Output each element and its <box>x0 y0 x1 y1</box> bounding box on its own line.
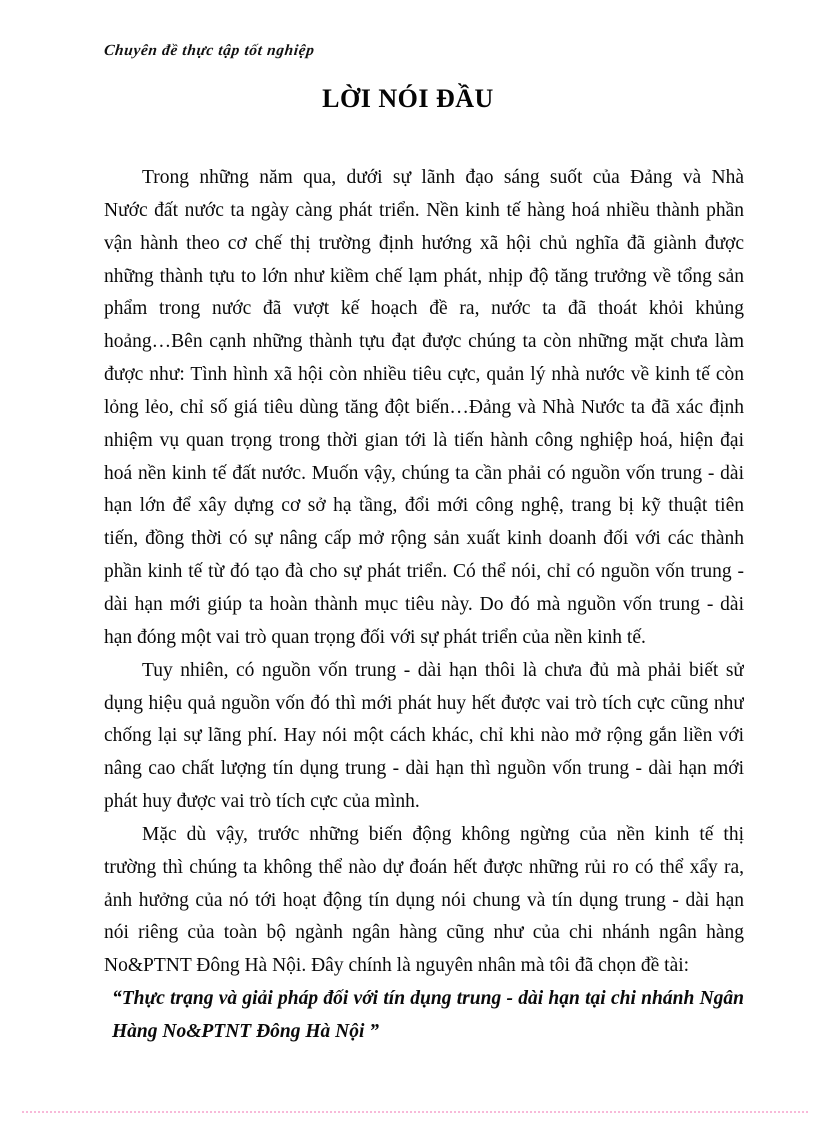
paragraph-line: lỏng lẻo, chỉ số giá tiêu dùng tăng đột biến…Đảng và Nhà Nước ta đã xác định <box>104 396 744 418</box>
paragraph-line: Nước đất nước ta ngày càng phát triển. Nền kinh tế hàng hoá nhiều thành phần <box>104 199 744 221</box>
paragraph-line: nâng cao chất lượng tín dụng trung - dài hạn thì nguồn vốn trung - dài hạn mới <box>104 758 744 780</box>
paragraph-line: Trong những năm qua, dưới sự lãnh đạo sáng suốt của Đảng và Nhà <box>142 167 744 188</box>
paragraph-line: vận hành theo cơ chế thị trường định hướng xã hội chủ nghĩa đã giành được <box>104 232 744 254</box>
paragraph-line: chống lại sự lãng phí. Hay nói một cách khác, chỉ khi nào mở rộng gắn liền với <box>104 725 744 747</box>
paragraph-line: nói riêng của toàn bộ ngành ngân hàng cũng như của chi nhánh ngân hàng <box>104 922 744 944</box>
paragraph-line: hoá nền kinh tế đất nước. Muốn vậy, chúng ta cần phải có nguồn vốn trung - dài <box>104 462 744 484</box>
paragraph-line: No&PTNT Đông Hà Nội. Đây chính là nguyên nhân mà tôi đã chọn đề tài: <box>104 955 690 977</box>
paragraph-line: Mặc dù vậy, trước những biến động không ngừng của nền kinh tế thị <box>142 823 744 845</box>
page-title: LỜI NÓI ĐẦU <box>322 84 494 113</box>
paragraph-line: được như: Tình hình xã hội còn nhiều tiêu cực, quản lý nhà nước về kinh tế còn <box>104 364 744 386</box>
paragraph-line: phát huy được vai trò tích cực của mình. <box>104 791 420 813</box>
paragraph-line: dài hạn mới giúp ta hoàn thành mục tiêu này. Do đó mà nguồn vốn trung - dài <box>104 593 744 615</box>
running-header: Chuyên đề thực tập tốt nghiệp <box>103 42 316 59</box>
paragraph-line: Tuy nhiên, có nguồn vốn trung - dài hạn thôi là chưa đủ mà phải biết sử <box>142 659 744 681</box>
paragraph-line: dụng hiệu quả nguồn vốn đó thì mới phát huy hết được vai trò tích cực cũng như <box>104 692 744 714</box>
paragraph-line: Hàng No&PTNT Đông Hà Nội ” <box>112 1020 380 1042</box>
paragraph-line: hoảng…Bên cạnh những thành tựu đạt được chúng ta còn những mặt chưa làm <box>104 331 744 353</box>
page-bottom-dotted-border <box>22 1111 808 1113</box>
paragraph-line: “Thực trạng và giải pháp đối với tín dụng trung - dài hạn tại chi nhánh Ngân <box>112 988 744 1010</box>
paragraph-line: hạn đóng một vai trò quan trọng đối với sự phát triển của nền kinh tế. <box>104 626 646 648</box>
document-body <box>104 162 744 1049</box>
paragraph-line: ảnh hưởng của nó tới hoạt động tín dụng nói chung và tín dụng trung - dài hạn <box>104 889 744 911</box>
paragraph-line: nhiệm vụ quan trọng trong thời gian tới là tiến hành công nghiệp hoá, hiện đại <box>104 429 744 451</box>
paragraph-line: trường thì chúng ta không thể nào dự đoán hết được những rủi ro có thể xẩy ra, <box>104 856 744 878</box>
paragraph-line: hạn lớn để xây dựng cơ sở hạ tầng, đổi mới công nghệ, trang bị kỹ thuật tiên <box>104 495 744 517</box>
paragraph-line: phần kinh tế từ đó tạo đà cho sự phát triển. Có thể nói, chỉ có nguồn vốn trung - <box>104 561 744 583</box>
paragraph-line: tiến, đồng thời có sự nâng cấp mở rộng sản xuất kinh doanh đối với các thành <box>104 528 744 550</box>
paragraph-line: những thành tựu to lớn như kiềm chế lạm phát, nhịp độ tăng trưởng về tổng sản <box>104 265 744 287</box>
paragraph-line: phẩm trong nước đã vượt kế hoạch đề ra, nước ta đã thoát khỏi khủng <box>104 298 744 320</box>
